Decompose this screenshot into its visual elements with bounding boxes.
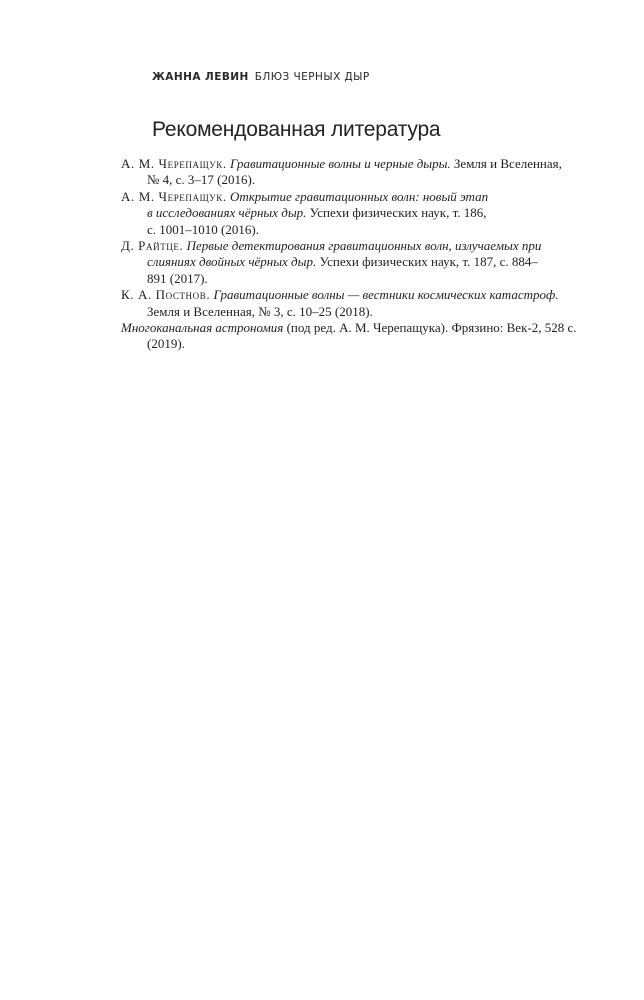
reference-entry xyxy=(121,287,559,320)
reference-line xyxy=(121,156,562,172)
reference-author: А. М. Черепащук. xyxy=(121,188,227,204)
running-head-author: ЖАННА ЛЕВИН xyxy=(152,71,249,83)
reference-title: Открытие гравитационных волн: новый этап xyxy=(229,188,489,204)
reference-line xyxy=(147,254,538,270)
reference-title: Гравитационные волны — вестники космических катастроф. xyxy=(213,287,559,303)
running-head-book-title: БЛЮЗ ЧЕРНЫХ ДЫР xyxy=(254,71,370,83)
reference-line xyxy=(147,222,521,238)
reference-text: (под ред. А. М. Черепащука). Фрязино: Век-2, 528 с. xyxy=(283,320,577,336)
reference-text: Земля и Вселенная, xyxy=(450,156,562,171)
reference-author: К. А. Постнов. xyxy=(121,287,211,303)
reference-text: Земля и Вселенная, № 3, с. 10–25 (2018). xyxy=(147,303,373,319)
reference-entry xyxy=(121,320,577,353)
reference-text: Успехи физических наук, т. 187, с. 884– xyxy=(316,254,538,270)
reference-line xyxy=(121,287,559,303)
reference-title: слияниях двойных чёрных дыр. xyxy=(147,254,317,270)
reference-line xyxy=(121,238,542,254)
reference-text: (2019). xyxy=(147,336,185,352)
reference-text: Успехи физических наук, т. 186, xyxy=(306,205,487,221)
reference-text: 891 (2017). xyxy=(147,270,208,286)
reference-line xyxy=(147,304,521,320)
reference-line xyxy=(121,320,577,336)
reference-text: № 4, с. 3–17 (2016). xyxy=(147,172,256,188)
reference-entry xyxy=(121,189,521,238)
reference-title: в исследованиях чёрных дыр. xyxy=(147,205,307,221)
reference-line xyxy=(121,188,521,205)
reference-title: Многоканальная астрономия xyxy=(121,320,284,336)
reference-line xyxy=(147,336,521,352)
running-head xyxy=(152,71,370,83)
reference-text: с. 1001–1010 (2016). xyxy=(147,221,259,237)
bibliography-list xyxy=(121,156,577,353)
reference-entry xyxy=(121,238,542,287)
reference-author: А. М. Черепащук. xyxy=(121,156,227,171)
reference-line xyxy=(147,205,521,221)
reference-author: Д. Райтце. xyxy=(121,238,184,254)
reference-entry xyxy=(121,156,562,189)
reference-title: Первые детектирования гравитационных волн, излучаемых при xyxy=(186,238,542,254)
section-title: Рекомендованная литература xyxy=(152,118,441,141)
reference-line xyxy=(147,271,521,287)
reference-line xyxy=(147,172,521,188)
reference-title: Гравитационные волны и черные дыры. xyxy=(229,156,451,171)
